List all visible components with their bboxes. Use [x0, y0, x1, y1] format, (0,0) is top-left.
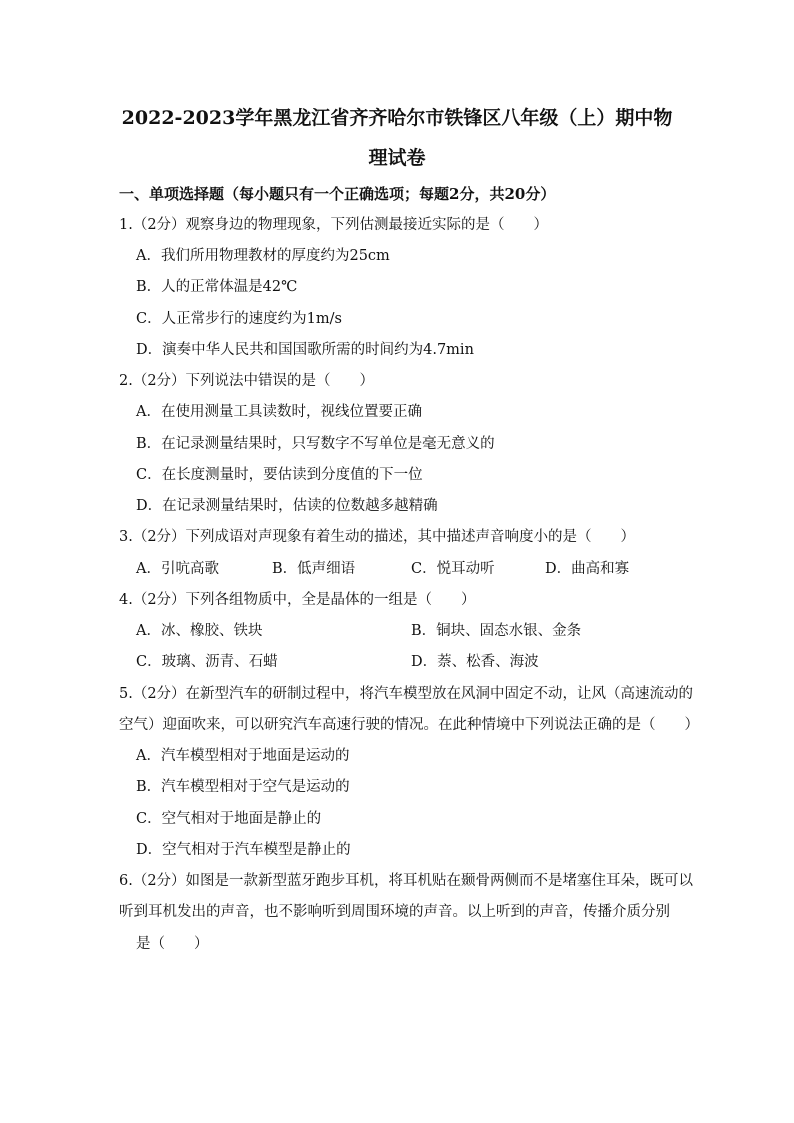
question-6-stem-line-3: 是（ ） [136, 936, 209, 952]
question-3-stem: 3.（2分）下列成语对声现象有着生动的描述，其中描述声音响度小的是（ ） [119, 529, 636, 545]
question-2-option-b: B．在记录测量结果时，只写数字不写单位是毫无意义的 [136, 436, 495, 452]
question-2-option-d: D．在记录测量结果时，估读的位数越多越精确 [136, 498, 438, 514]
question-5-stem-line-1: 5.（2分）在新型汽车的研制过程中，将汽车模型放在风洞中固定不动，让风（高速流动的 [119, 686, 694, 702]
question-3-option-b: B．低声细语 [272, 561, 356, 577]
question-4-stem: 4.（2分）下列各组物质中，全是晶体的一组是（ ） [119, 592, 476, 608]
question-5-option-d: D．空气相对于汽车模型是静止的 [136, 842, 351, 858]
question-3-option-c: C．悦耳动听 [411, 561, 495, 577]
question-2-option-c: C．在长度测量时，要估读到分度值的下一位 [136, 467, 423, 483]
exam-title-line-1: 2022-2023学年黑龙江省齐齐哈尔市铁锋区八年级（上）期中物 [121, 107, 673, 129]
question-6-stem-line-1: 6.（2分）如图是一款新型蓝牙跑步耳机，将耳机贴在颞骨两侧而不是堵塞住耳朵，既可以 [119, 873, 694, 889]
question-3-option-d: D．曲高和寡 [545, 561, 630, 577]
question-5-stem-line-2: 空气）迎面吹来，可以研究汽车高速行驶的情况。在此种情境中下列说法正确的是（ ） [119, 717, 699, 733]
exam-title-line-2: 理试卷 [368, 147, 426, 169]
question-4-option-c: C．玻璃、沥青、石蜡 [136, 654, 278, 670]
question-3-option-a: A．引吭高歌 [136, 561, 219, 577]
question-5-option-b: B．汽车模型相对于空气是运动的 [136, 779, 350, 795]
question-4-option-a: A．冰、橡胶、铁块 [136, 623, 263, 639]
question-1-stem: 1.（2分）观察身边的物理现象，下列估测最接近实际的是（ ） [119, 217, 549, 233]
question-2-option-a: A．在使用测量工具读数时，视线位置要正确 [136, 404, 422, 420]
question-1-option-c: C．人正常步行的速度约为1m/s [136, 311, 342, 327]
question-1-option-b: B．人的正常体温是42℃ [136, 279, 298, 295]
question-1-option-a: A．我们所用物理教材的厚度约为25cm [136, 248, 390, 264]
question-4-option-d: D．萘、松香、海波 [411, 654, 539, 670]
question-2-stem: 2.（2分）下列说法中错误的是（ ） [119, 373, 375, 389]
question-6-stem-line-2: 听到耳机发出的声音，也不影响听到周围环境的声音。以上听到的声音，传播介质分别 [119, 904, 670, 920]
question-5-option-c: C．空气相对于地面是静止的 [136, 811, 322, 827]
question-1-option-d: D．演奏中华人民共和国国歌所需的时间约为4.7min [136, 342, 474, 358]
question-4-option-b: B．铜块、固态水银、金条 [411, 623, 582, 639]
section-heading: 一、单项选择题（每小题只有一个正确选项；每题2分，共20分） [119, 185, 556, 203]
question-5-option-a: A．汽车模型相对于地面是运动的 [136, 748, 350, 764]
